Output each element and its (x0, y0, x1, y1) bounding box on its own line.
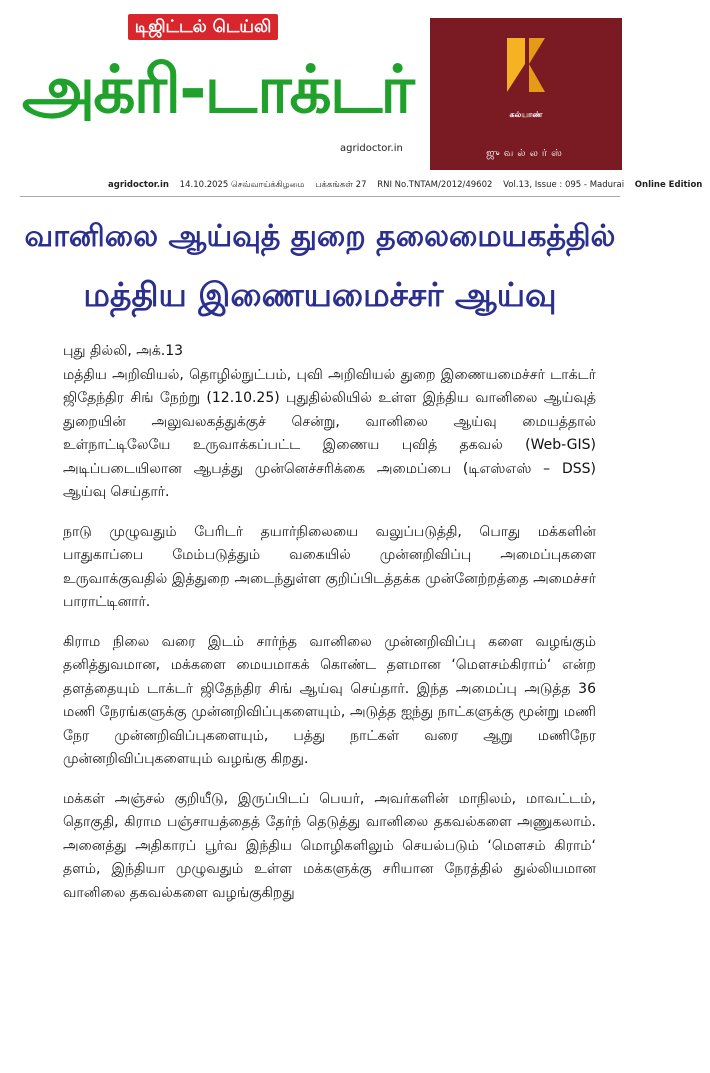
jewellery-logo-icon (503, 34, 549, 96)
issue-rni: RNI No.TNTAM/2012/49602 (377, 180, 493, 190)
article-paragraph: மக்கள் அஞ்சல் குறியீடு, இருப்பிடப் பெயர், அவர்களின் மாநிலம், மாவட்டம், தொகுதி, கிராம பஞ்சாயத்தைத் தேர்ந் தெடுத்து வானிலை தகவல்களை அணுகலாம். அனைத்து அதிகாரப் பூர்வ இந்திய மொழிகளிலும் செயல்படும் ‘மௌசம் கிராம்‘ தளம், இந்தியா முழுவதும் உள்ள மக்களுக்கு சரியான நேரத்தில் துல்லியமான வானிலை தகவல்களை வழங்குகிறது (63, 790, 596, 901)
advertiser-subtitle: ஜுவல்லர்ஸ் (486, 148, 566, 159)
masthead (0, 0, 640, 178)
advertisement-banner[interactable] (430, 18, 622, 170)
masthead-tagline: டிஜிட்டல் டெய்லி (128, 14, 278, 40)
article-headline (20, 208, 620, 324)
issue-site[interactable]: agridoctor.in (108, 180, 169, 190)
headline-line-2: மத்திய இணையமைச்சர் ஆய்வு (83, 275, 557, 314)
headline-line-1: வானிலை ஆய்வுத் துறை தலைமையகத்தில் (24, 219, 616, 254)
brand-url: agridoctor.in (340, 143, 403, 154)
issue-edition: Online Edition (634, 180, 703, 190)
issue-volume: Vol.13, Issue : 095 - Madurai (503, 180, 625, 190)
article-paragraph: மத்திய அறிவியல், தொழில்நுட்பம், புவி அறிவியல் துறை இணையமைச்சர் டாக்டர் ஜிதேந்திர சிங் நேற்று (12.10.25) புதுதில்லியில் உள்ள இந்திய வானிலை ஆய்வுத் துறையின் அலுவலகத்துக்குச் சென்று, வானிலை ஆய்வு மையத்தால் உள்நாட்டிலேயே உருவாக்கப்பட்ட இணைய புவித் தகவல் (Web-GIS) அடிப்படையிலான ஆபத்து முன்னெச்சரிக்கை அமைப்பை (டிஎஸ்எஸ் – DSS) ஆய்வு செய்தார். (63, 366, 596, 500)
article-body (63, 340, 596, 921)
issue-pages: பக்கங்கள் 27 (315, 180, 367, 190)
article-paragraph: கிராம நிலை வரை இடம் சார்ந்த வானிலை முன்னறிவிப்பு களை வழங்கும் தனித்துவமான, மக்களை மையமாகக் கொண்ட தளமான ‘மௌசம்கிராம்‘ என்ற தளத்தையும் டாக்டர் ஜிதேந்திர சிங் ஆய்வு செய்தார். இந்த அமைப்பு அடுத்த 36 மணி நேரங்களுக்கு முன்னறிவிப்புகளையும், அடுத்த ஐந்து நாட்களுக்கு மூன்று மணி நேர முன்னறிவிப்புகளையும், பத்து நாட்கள் வரை ஆறு மணிநேர முன்னறிவிப்புகளையும் வழங்கு கிறது. (63, 633, 596, 767)
advertiser-name: கல்யாண் (509, 110, 543, 119)
article-dateline: புது தில்லி, அக்.13 (63, 343, 184, 359)
issue-date: 14.10.2025 செவ்வாய்க்கிழமை (179, 180, 305, 190)
divider (20, 196, 620, 197)
article-paragraph: நாடு முழுவதும் பேரிடர் தயார்நிலையை வலுப்படுத்தி, பொது மக்களின் பாதுகாப்பை மேம்படுத்தும் வகையில் முன்னறிவிப்பு அமைப்புகளை உருவாக்குவதில் இத்துறை அடைந்துள்ள குறிப்பிடத்தக்க முன்னேற்றத்தை அமைச்சர் பாராட்டினார். (63, 523, 596, 610)
brand-logo-text: அக்ரி-டாக்டர் (22, 51, 413, 128)
issue-info-bar (108, 178, 703, 192)
